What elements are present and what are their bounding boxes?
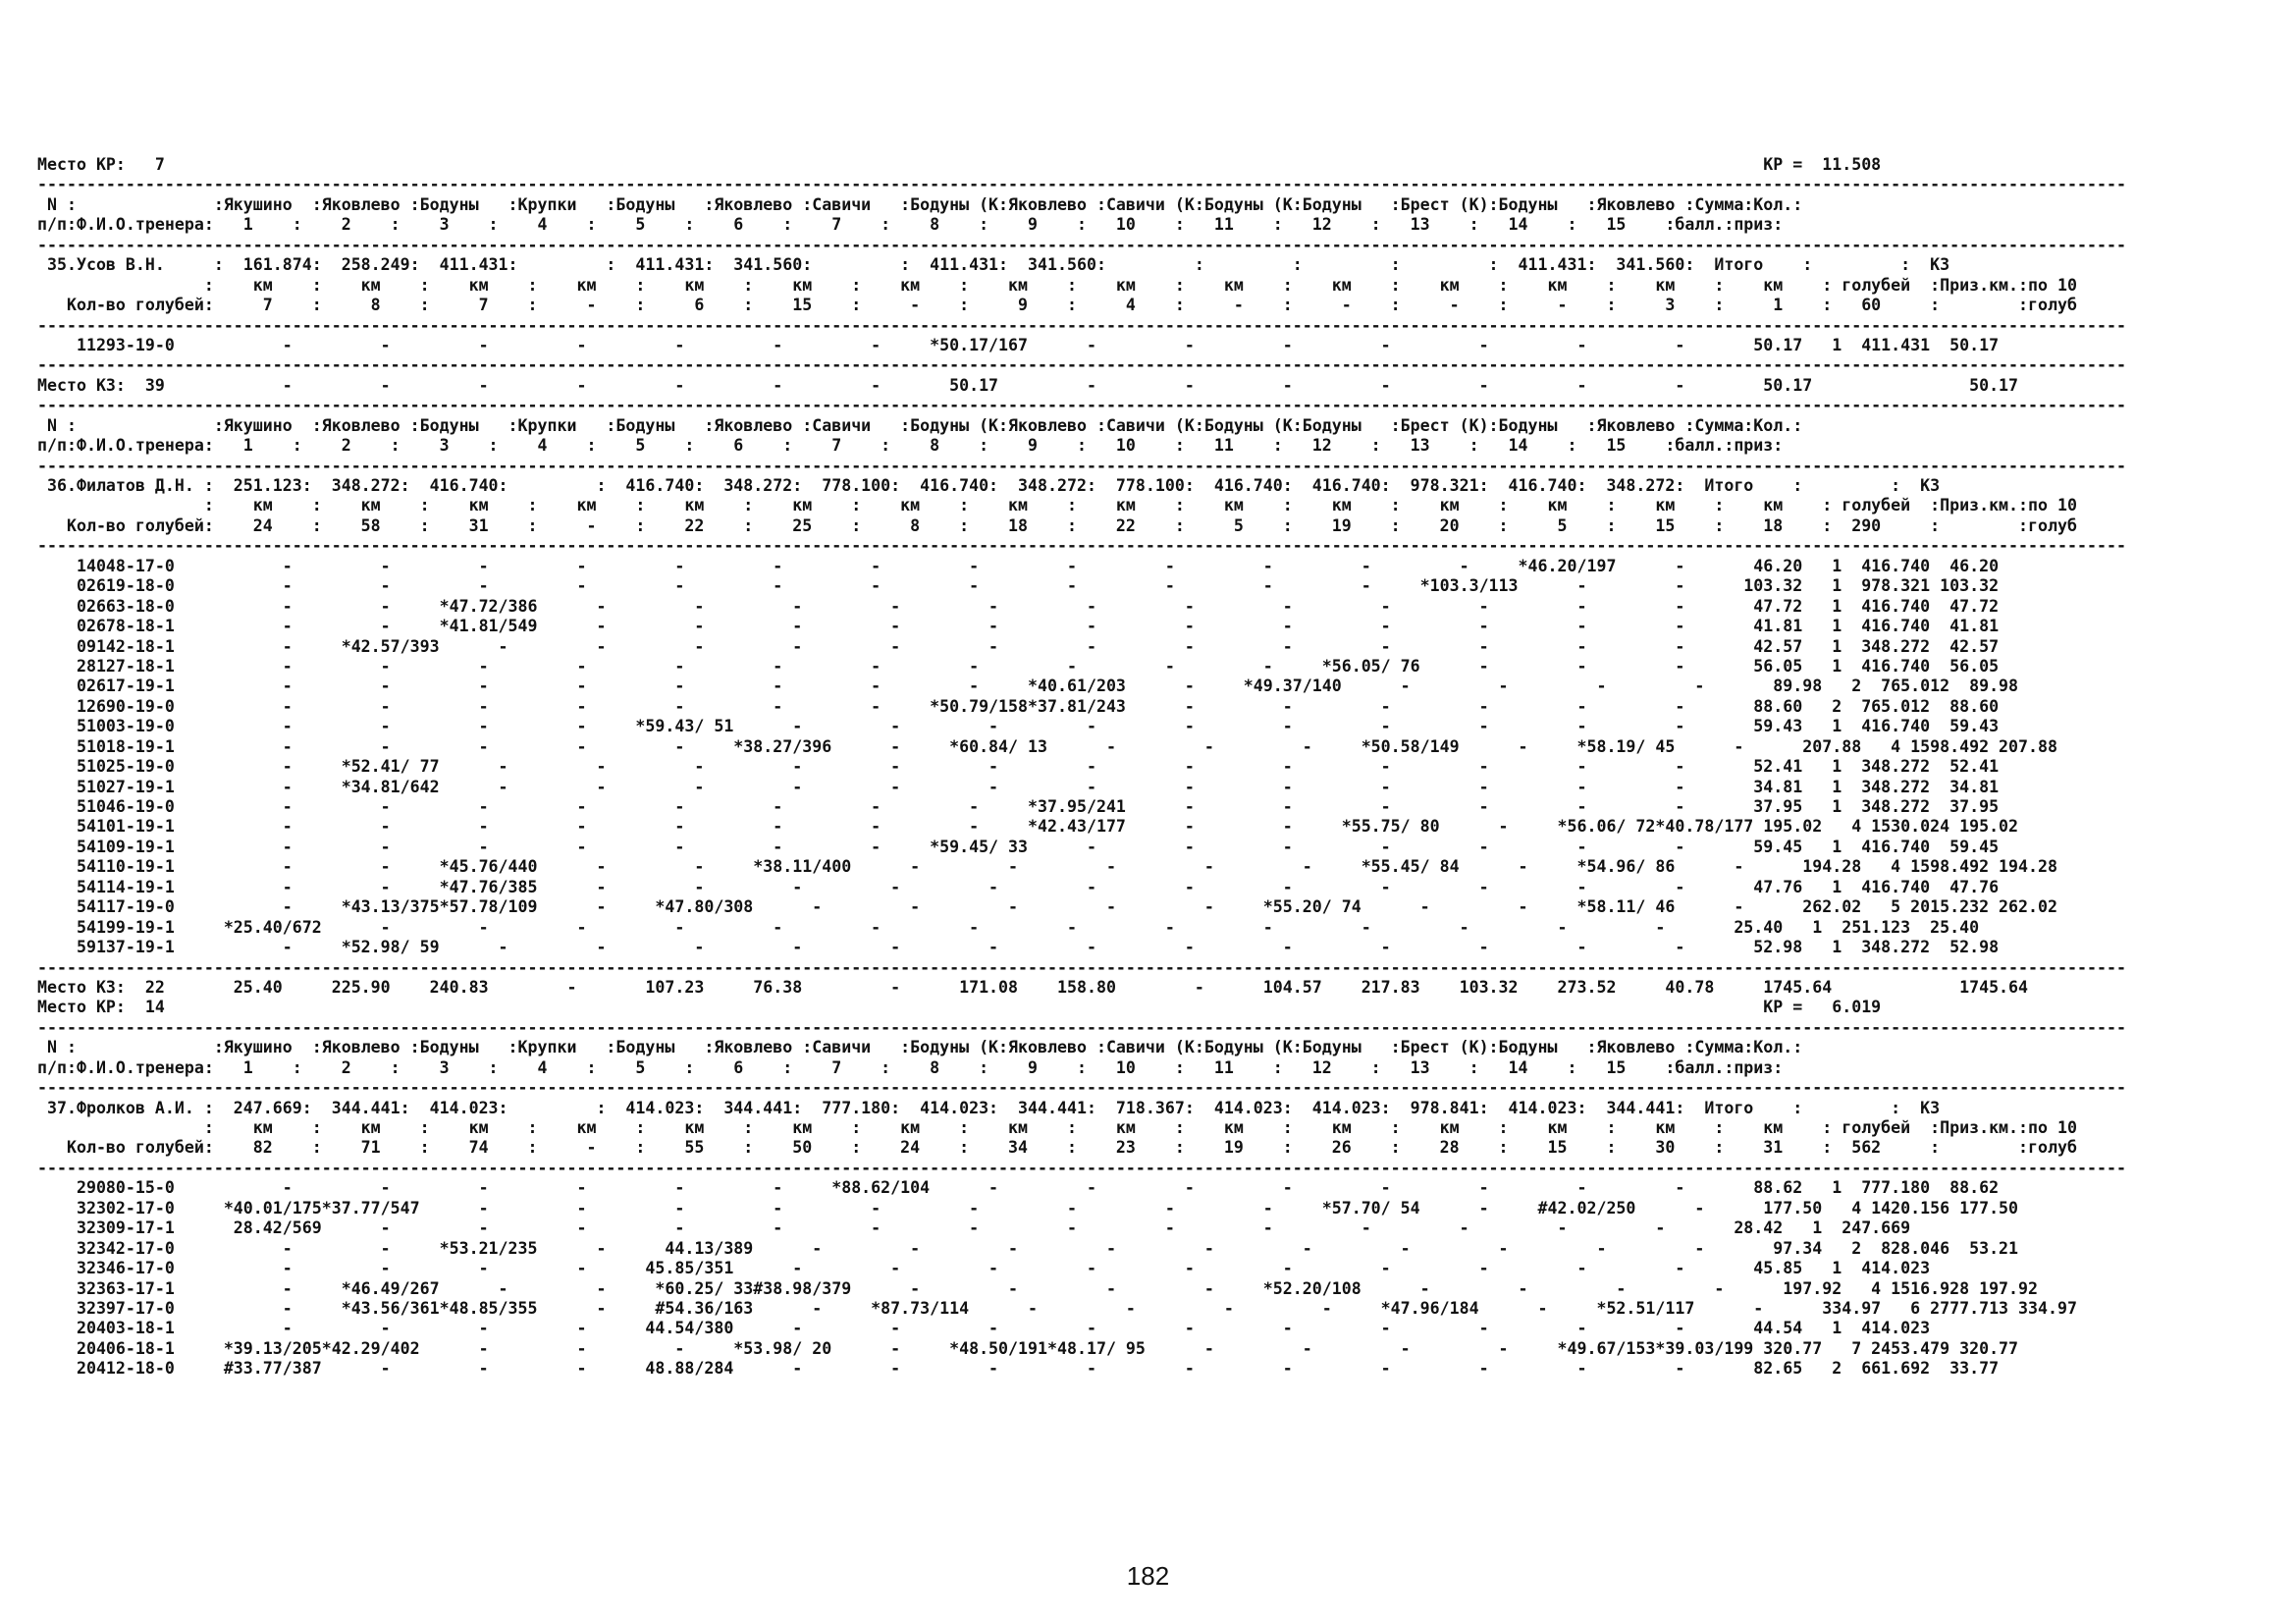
report-line: ---------------------------------------------------------------------------------------------------------------------------------------------------------------------------------------------------------------------: [37, 1158, 2126, 1177]
report-line: п/п:Ф.И.О.тренера: 1 : 2 : 3 : 4 : 5 : 6 : 7 : 8 : 9 : 10 : 11 : 12 : 13 : 14 : 15 :балл.:приз:: [37, 1057, 1784, 1077]
report-line: 02663-18-0 - - *47.72/386 - - - - - - - - - - - - 47.72 1 416.740 47.72: [37, 596, 2000, 616]
report-line: ---------------------------------------------------------------------------------------------------------------------------------------------------------------------------------------------------------------------: [37, 396, 2126, 415]
report-line: Место КР: 7 КР = 11.508: [37, 155, 1882, 174]
report-line: 32302-17-0 *40.01/175*37.77/547 - - - - - - - - - *57.70/ 54 - #42.02/250 - 177.50 4 1420.156 177.50: [37, 1198, 2019, 1218]
report-line: 36.Филатов Д.Н. : 251.123: 348.272: 416.740: : 416.740: 348.272: 778.100: 416.740: 348.272: 778.100: 416.740: 416.740: 978.321: 416.740: 348.272: Итого : : КЗ: [37, 476, 1941, 495]
report-line: 32309-17-1 28.42/569 - - - - - - - - - - - - - - 28.42 1 247.669: [37, 1218, 1911, 1238]
report-line: 28127-18-1 - - - - - - - - - - - *56.05/ 76 - - - 56.05 1 416.740 56.05: [37, 656, 2000, 676]
report-line: N : :Якушино :Яковлево :Бодуны :Крупки :Бодуны :Яковлево :Савичи :Бодуны (К:Яковлево :Савичи (К:Бодуны (К:Бодуны :Брест (К):Бодуны :Яковлево :Сумма:Кол.:: [37, 415, 1803, 435]
report-line: 51003-19-0 - - - - *59.43/ 51 - - - - - - - - - - 59.43 1 416.740 59.43: [37, 717, 2000, 736]
report-line: 20412-18-0 #33.77/387 - - - 48.88/284 - - - - - - - - - - 82.65 2 661.692 33.77: [37, 1359, 2000, 1379]
report-line: 32363-17-1 - *46.49/267 - - *60.25/ 33#38.98/379 - - - - *52.20/108 - - - - 197.92 4 1516.928 197.92: [37, 1278, 2039, 1298]
report-line: 37.Фролков А.И. : 247.669: 344.441: 414.023: : 414.023: 344.441: 777.180: 414.023: 344.441: 718.367: 414.023: 414.023: 978.841: 414.023: 344.441: Итого : : КЗ: [37, 1098, 1941, 1117]
report-line: 35.Усов В.Н. : 161.874: 258.249: 411.431: : 411.431: 341.560: : 411.431: 341.560: : : : : 411.431: 341.560: Итого : : КЗ: [37, 255, 1950, 275]
report-line: п/п:Ф.И.О.тренера: 1 : 2 : 3 : 4 : 5 : 6 : 7 : 8 : 9 : 10 : 11 : 12 : 13 : 14 : 15 :балл.:приз:: [37, 215, 1784, 235]
report-line: ---------------------------------------------------------------------------------------------------------------------------------------------------------------------------------------------------------------------: [37, 175, 2126, 194]
report-line: 02617-19-1 - - - - - - - - *40.61/203 - *49.37/140 - - - - 89.98 2 765.012 89.98: [37, 677, 2019, 696]
report-line: ---------------------------------------------------------------------------------------------------------------------------------------------------------------------------------------------------------------------: [37, 235, 2126, 254]
report-line: 54109-19-1 - - - - - - - *59.45/ 33 - - - - - - - 59.45 1 416.740 59.45: [37, 837, 2000, 856]
report-line: ---------------------------------------------------------------------------------------------------------------------------------------------------------------------------------------------------------------------: [37, 536, 2126, 556]
report-line: 02619-18-0 - - - - - - - - - - - - *103.3/113 - - 103.32 1 978.321 103.32: [37, 576, 2000, 596]
report-line: Место КР: 14 КР = 6.019: [37, 998, 1882, 1017]
report-line: ---------------------------------------------------------------------------------------------------------------------------------------------------------------------------------------------------------------------: [37, 456, 2126, 475]
report-line: N : :Якушино :Яковлево :Бодуны :Крупки :Бодуны :Яковлево :Савичи :Бодуны (К:Яковлево :Савичи (К:Бодуны (К:Бодуны :Брест (К):Бодуны :Яковлево :Сумма:Кол.:: [37, 1038, 1803, 1057]
report-line: 54114-19-1 - - *47.76/385 - - - - - - - - - - - - 47.76 1 416.740 47.76: [37, 877, 2000, 896]
report-line: 51018-19-1 - - - - - *38.27/396 - *60.84/ 13 - - - *50.58/149 - *58.19/ 45 - 207.88 4 1598.492 207.88: [37, 736, 2057, 756]
report-line: Кол-во голубей: 24 : 58 : 31 : - : 22 : 25 : 8 : 18 : 22 : 5 : 19 : 20 : 5 : 15 : 18 : 290 : :голуб: [37, 515, 2077, 535]
report-line: 14048-17-0 - - - - - - - - - - - - - *46.20/197 - 46.20 1 416.740 46.20: [37, 556, 2000, 575]
report-line: 09142-18-1 - *42.57/393 - - - - - - - - - - - - - 42.57 1 348.272 42.57: [37, 636, 2000, 656]
report-line: 20406-18-1 *39.13/205*42.29/402 - - - *53.98/ 20 - *48.50/191*48.17/ 95 - - - - *49.67/153*39.03/199 320.77 7 2453.479 320.77: [37, 1338, 2019, 1358]
report-line: 12690-19-0 - - - - - - - *50.79/158*37.81/243 - - - - - - 88.60 2 765.012 88.60: [37, 696, 2000, 716]
report-line: ---------------------------------------------------------------------------------------------------------------------------------------------------------------------------------------------------------------------: [37, 355, 2126, 375]
report-line: 51025-19-0 - *52.41/ 77 - - - - - - - - - - - - - 52.41 1 348.272 52.41: [37, 757, 2000, 777]
report-line: : км : км : км : км : км : км : км : км : км : км : км : км : км : км : км : голубей :Приз.км.:по 10: [37, 275, 2077, 295]
report-line: 54117-19-0 - *43.13/375*57.78/109 - *47.80/308 - - - - - *55.20/ 74 - - *58.11/ 46 - 262.02 5 2015.232 262.02: [37, 897, 2057, 917]
report-line: Место КЗ: 39 - - - - - - - 50.17 - - - - - - - 50.17 50.17: [37, 375, 2019, 395]
report-line: 51027-19-1 - *34.81/642 - - - - - - - - - - - - - 34.81 1 348.272 34.81: [37, 777, 2000, 796]
report-line: N : :Якушино :Яковлево :Бодуны :Крупки :Бодуны :Яковлево :Савичи :Бодуны (К:Яковлево :Савичи (К:Бодуны (К:Бодуны :Брест (К):Бодуны :Яковлево :Сумма:Кол.:: [37, 194, 1803, 214]
report-line: Кол-во голубей: 7 : 8 : 7 : - : 6 : 15 : - : 9 : 4 : - : - : - : - : 3 : 1 : 60 : :голуб: [37, 296, 2077, 315]
report-line: 54110-19-1 - - *45.76/440 - - *38.11/400 - - - - - *55.45/ 84 - *54.96/ 86 - 194.28 4 1598.492 194.28: [37, 857, 2057, 877]
report-line: ---------------------------------------------------------------------------------------------------------------------------------------------------------------------------------------------------------------------: [37, 1017, 2126, 1037]
report-line: : км : км : км : км : км : км : км : км : км : км : км : км : км : км : км : голубей :Приз.км.:по 10: [37, 496, 2077, 515]
report-line: 32342-17-0 - - *53.21/235 - 44.13/389 - - - - - - - - - - 97.34 2 828.046 53.21: [37, 1238, 2019, 1258]
results-report: [37, 155, 2126, 1380]
report-line: 20403-18-1 - - - - 44.54/380 - - - - - - - - - - 44.54 1 414.023: [37, 1319, 1931, 1338]
report-line: ---------------------------------------------------------------------------------------------------------------------------------------------------------------------------------------------------------------------: [37, 1078, 2126, 1098]
report-line: ---------------------------------------------------------------------------------------------------------------------------------------------------------------------------------------------------------------------: [37, 315, 2126, 335]
report-line: ---------------------------------------------------------------------------------------------------------------------------------------------------------------------------------------------------------------------: [37, 957, 2126, 977]
report-line: 11293-19-0 - - - - - - - *50.17/167 - - - - - - - 50.17 1 411.431 50.17: [37, 335, 2000, 354]
report-line: Кол-во голубей: 82 : 71 : 74 : - : 55 : 50 : 24 : 34 : 23 : 19 : 26 : 28 : 15 : 30 : 31 : 562 : :голуб: [37, 1138, 2077, 1158]
report-line: п/п:Ф.И.О.тренера: 1 : 2 : 3 : 4 : 5 : 6 : 7 : 8 : 9 : 10 : 11 : 12 : 13 : 14 : 15 :балл.:приз:: [37, 436, 1784, 456]
report-line: 54199-19-1 *25.40/672 - - - - - - - - - - - - - - 25.40 1 251.123 25.40: [37, 917, 1980, 937]
report-line: 59137-19-1 - *52.98/ 59 - - - - - - - - - - - - - 52.98 1 348.272 52.98: [37, 938, 2000, 957]
report-line: 32346-17-0 - - - - 45.85/351 - - - - - - - - - - 45.85 1 414.023: [37, 1259, 1931, 1278]
page-number: 182: [1126, 1561, 1170, 1591]
report-line: 51046-19-0 - - - - - - - - *37.95/241 - - - - - - 37.95 1 348.272 37.95: [37, 797, 2000, 816]
report-line: 54101-19-1 - - - - - - - - *42.43/177 - - *55.75/ 80 - *56.06/ 72*40.78/177 195.02 4 1530.024 195.02: [37, 817, 2019, 837]
report-line: Место КЗ: 22 25.40 225.90 240.83 - 107.23 76.38 - 171.08 158.80 - 104.57 217.83 103.32 273.52 40.78 1745.64 1745.64: [37, 977, 2029, 997]
report-line: 29080-15-0 - - - - - - *88.62/104 - - - - - - - - 88.62 1 777.180 88.62: [37, 1178, 2000, 1198]
report-line: 32397-17-0 - *43.56/361*48.85/355 - #54.36/163 - *87.73/114 - - - - *47.96/184 - *52.51/117 - 334.97 6 2777.713 334.97: [37, 1298, 2077, 1318]
report-line: : км : км : км : км : км : км : км : км : км : км : км : км : км : км : км : голубей :Приз.км.:по 10: [37, 1118, 2077, 1137]
report-line: 02678-18-1 - - *41.81/549 - - - - - - - - - - - - 41.81 1 416.740 41.81: [37, 617, 2000, 636]
